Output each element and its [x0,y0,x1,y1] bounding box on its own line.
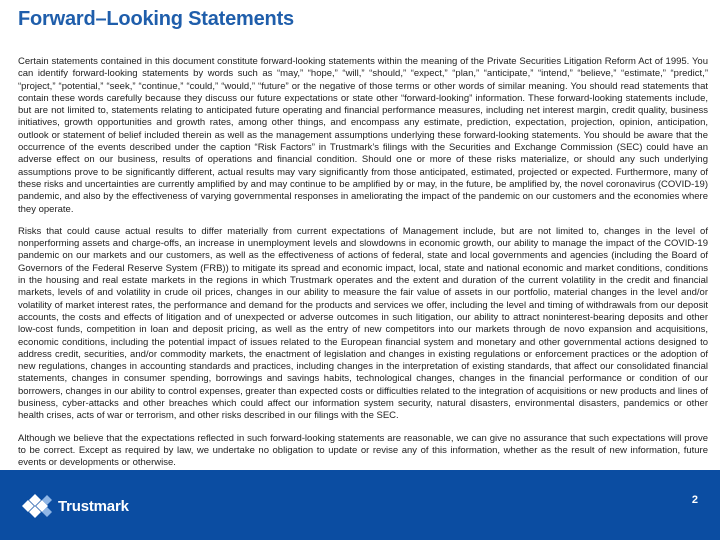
trustmark-logo [20,492,129,520]
paragraph-forward-looking-intro: Certain statements contained in this document constitute forward-looking statements within the meaning of the Private Securities Litigation Reform Act of 1995. You can identify forward-looking statements by words such as “may,” “hope,” “will,” “should,” “expect,” “plan,” “anticipate,” “intend,” “believe,” “estimate,” “predict,” “project,” “potential,” “seek,” “continue,” “could,” “would,” “future” or the negative of those terms or other words of similar meaning. You should read statements that contain these words carefully because they discuss our future expectations or state other “forward-looking” information. These forward-looking statements include, but are not limited to, statements relating to anticipated future operating and financial performance measures, including net interest margin, credit quality, business initiatives, growth opportunities and growth rates, among other things, and encompass any estimate, prediction, expectation, projection, opinion, anticipation, outlook or statement of belief included therein as well as the management assumptions underlying these forward-looking statements. You should be aware that the occurrence of the events described under the caption “Risk Factors” in Trustmark’s filings with the Securities and Exchange Commission (SEC) could have an adverse effect on our business, results of operations and financial condition. Should one or more of these risks materialize, or should any such underlying assumptions prove to be significantly different, actual results may vary significantly from those anticipated, estimated, projected or expected. Furthermore, many of these risks and uncertainties are currently amplified by and may continue to be amplified by or may, in the future, be amplified by, the novel coronavirus (COVID-19) pandemic, and also by the effectiveness of varying governmental responses in ameliorating the impact of the pandemic on our customers and the economies where they operate. [18,56,708,215]
disclaimer-body [18,56,708,480]
paragraph-no-obligation: Although we believe that the expectations reflected in such forward-looking statements are reasonable, we can give no assurance that such expectations will prove to be correct. Except as required by law, we undertake no obligation to update or revise any of this information, whether as the result of new information, future events or developments or otherwise. [18,432,708,469]
page-title: Forward–Looking Statements [18,8,294,30]
paragraph-risks: Risks that could cause actual results to differ materially from current expectations of Management include, but are not limited to, changes in the level of nonperforming assets and charge-offs, an increase in unemployment levels and slowdowns in economic growth, our ability to manage the impact of the COVID-19 pandemic on our markets and our customers, as well as the effectiveness of actions of federal, state and local governments and agencies (including the Board of Governors of the Federal Reserve System (FRB)) to mitigate its spread and economic impact, local, state and national economic and market conditions, conditions in the housing and real estate markets in the regions in which Trustmark operates and the extent and duration of the current volatility in the credit and financial markets, levels of and volatility in crude oil prices, changes in our ability to measure the fair value of assets in our portfolio, material changes in the level and/or volatility of market interest rates, the performance and demand for the products and services we offer, including the level and timing of withdrawals from our deposit accounts, the costs and effects of litigation and of unexpected or adverse outcomes in such litigation, our ability to attract noninterest-bearing deposits and other low-cost funds, competition in loan and deposit pricing, as well as the entry of new competitors into our markets through de novo expansion and acquisitions, economic conditions, including the potential impact of issues related to the European financial system and monetary and other governmental actions designed to address credit, securities, and/or commodity markets, the enactment of legislation and changes in existing regulations or enforcement practices or the adoption of new regulations, changes in accounting standards and practices, including changes in the interpretation of existing standards, that affect our consolidated financial statements, changes in consumer spending, borrowings and savings habits, technological changes, changes in the financial performance or condition of our borrowers, changes in our ability to control expenses, greater than expected costs or difficulties related to the integration of acquisitions or new products and lines of business, cyber-attacks and other breaches which could affect our information system security, natural disasters, environmental disasters, pandemics or other health crises, acts of war or terrorism, and other risks described in our filings with the SEC. [18,225,708,422]
logo-wordmark: Trustmark [58,497,129,515]
trustmark-logo-icon [20,492,54,520]
page-number: 2 [691,494,698,506]
footer-bar [0,470,720,540]
